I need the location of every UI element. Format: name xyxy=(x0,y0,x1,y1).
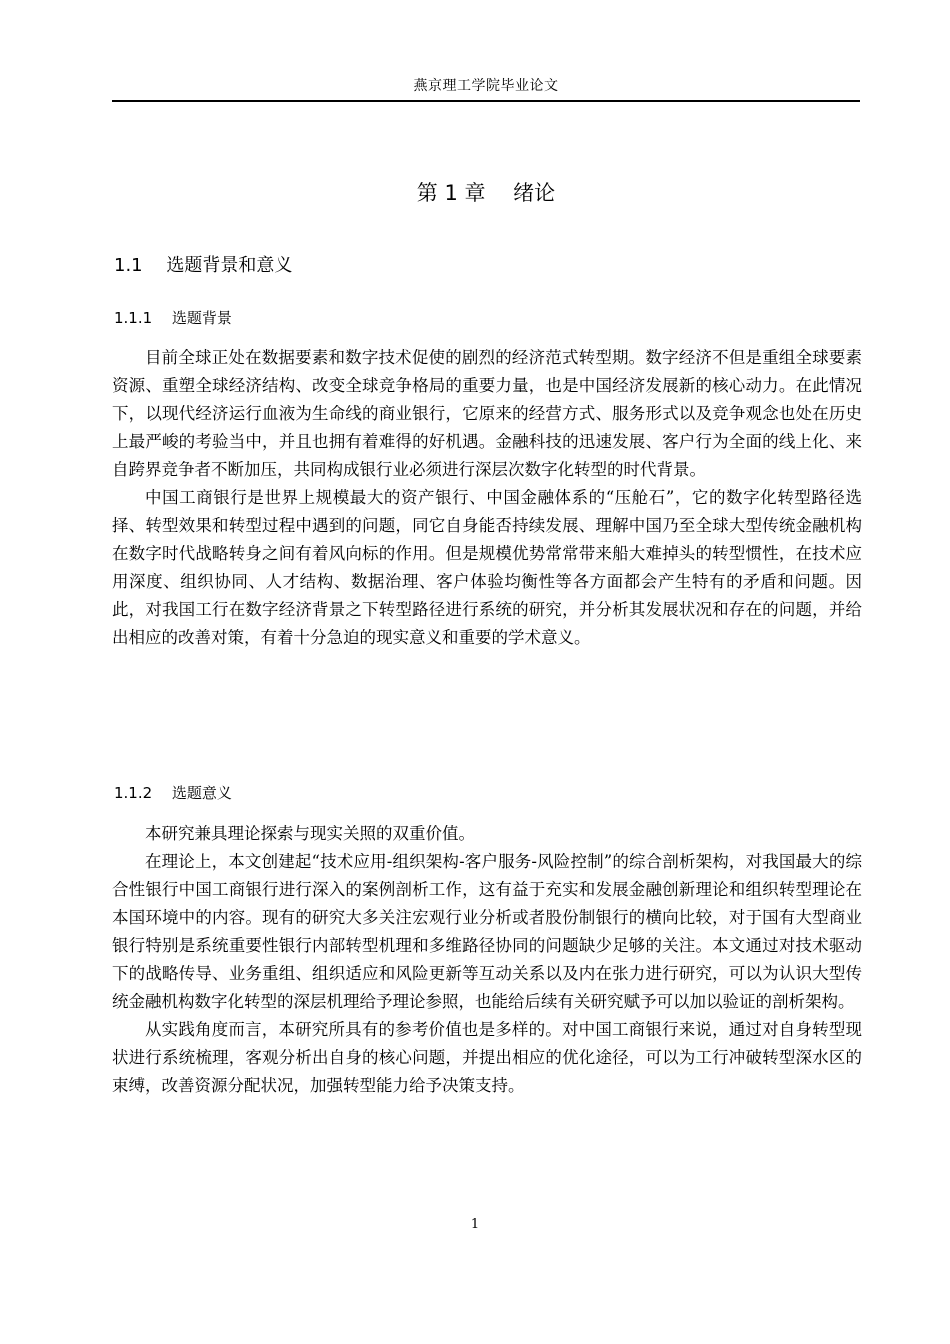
body-text-1-1-1 xyxy=(112,344,862,652)
paragraph: 本研究兼具理论探索与现实关照的双重价值。 xyxy=(145,824,475,843)
running-header: 燕京理工学院毕业论文 xyxy=(413,78,559,94)
paragraph: 从实践角度而言，本研究所具有的参考价值也是多样的。对中国工商银行来说，通过对自身转型现状进行系统梳理，客观分析出自身的核心问题，并提出相应的优化途径，可以为工行冲破转型深水区的束缚，改善资源分配状况，加强转型能力给予决策支持。 xyxy=(112,1020,862,1095)
subsection-title-1-1-1: 1.1.1 选题背景 xyxy=(114,309,232,327)
paragraph: 在理论上，本文创建起“技术应用-组织架构-客户服务-风险控制”的综合剖析架构，对我国最大的综合性银行中国工商银行进行深入的案例剖析工作，这有益于充实和发展金融创新理论和组织转型理论在本国环境中的内容。现有的研究大多关注宏观行业分析或者股份制银行的横向比较，对于国有大型商业银行特别是系统重要性银行内部转型机理和多维路径协同的问题缺少足够的关注。本文通过对技术驱动下的战略传导、业务重组、组织适应和风险更新等互动关系以及内在张力进行研究，可以为认识大型传统金融机构数字化转型的深层机理给予理论参照，也能给后续有关研究赋予可以加以验证的剖析架构。 xyxy=(112,852,862,1011)
header-rule xyxy=(112,100,860,102)
subsection-title-1-1-2: 1.1.2 选题意义 xyxy=(114,784,232,802)
page-number: 1 xyxy=(470,1217,480,1232)
chapter-title: 第 1 章 绪论 xyxy=(416,181,556,205)
body-text-1-1-2 xyxy=(112,820,862,1100)
section-title-1-1: 1.1 选题背景和意义 xyxy=(114,255,293,276)
paragraph: 中国工商银行是世界上规模最大的资产银行、中国金融体系的“压舱石”，它的数字化转型路径选择、转型效果和转型过程中遇到的问题，同它自身能否持续发展、理解中国乃至全球大型传统金融机构在数字时代战略转身之间有着风向标的作用。但是规模优势常常带来船大难掉头的转型惯性，在技术应用深度、组织协同、人才结构、数据治理、客户体验均衡性等各方面都会产生特有的矛盾和问题。因此，对我国工行在数字经济背景之下转型路径进行系统的研究，并分析其发展状况和存在的问题，并给出相应的改善对策，有着十分急迫的现实意义和重要的学术意义。 xyxy=(112,488,862,647)
paragraph: 目前全球正处在数据要素和数字技术促使的剧烈的经济范式转型期。数字经济不但是重组全球要素资源、重塑全球经济结构、改变全球竞争格局的重要力量，也是中国经济发展新的核心动力。在此情况下，以现代经济运行血液为生命线的商业银行，它原来的经营方式、服务形式以及竞争观念也处在历史上最严峻的考验当中，并且也拥有着难得的好机遇。金融科技的迅速发展、客户行为全面的线上化、来自跨界竞争者不断加压，共同构成银行业必须进行深层次数字化转型的时代背景。 xyxy=(112,348,862,479)
